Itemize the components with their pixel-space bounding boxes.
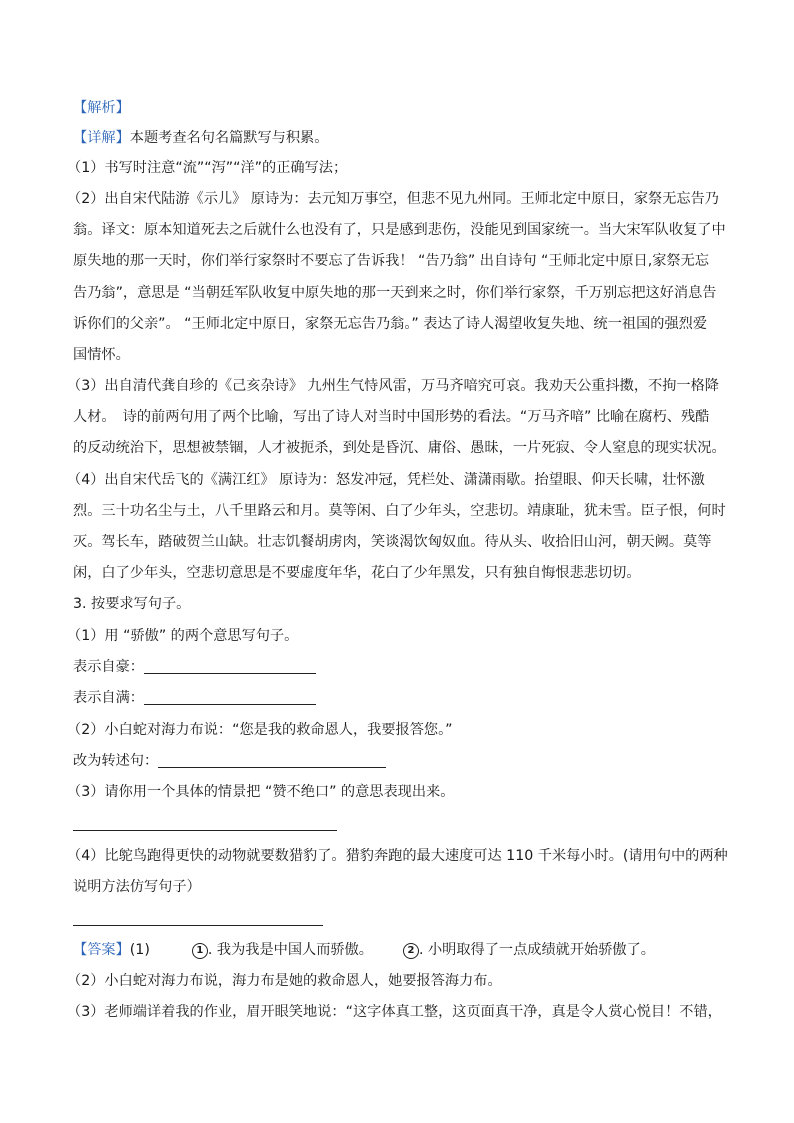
text-line: 告乃翁”，意思是 “当朝廷军队收复中原失地的那一天到来之时，你们举行家祭，千万别忘把这好消息告 (73, 285, 717, 301)
text-line: （3）出自清代龚自珍的《己亥杂诗》 九州生气恃风雷，万马齐喑究可哀。我劝天公重抖擞，不拘一格降 (67, 378, 719, 394)
text-line: 翁。译文：原本知道死去之后就什么也没有了，只是感到悲伤，没能见到国家统一。当大宋军队收复了中 (73, 222, 726, 238)
answer-blank[interactable] (144, 690, 316, 705)
prompt-label: 表示自豪： (73, 659, 144, 675)
text-line: 灭。驾长车，踏破贺兰山缺。壮志饥餐胡虏肉，笑谈渴饮匈奴血。待从头、收拾旧山河，朝天阙。莫等 (73, 534, 712, 550)
answer-blank[interactable] (144, 659, 316, 674)
text-line: （1）书写时注意“流”“泻”“洋”的正确写法； (67, 160, 348, 176)
circled-number-one: 1 (192, 943, 208, 959)
answer-line-1 (73, 940, 655, 960)
text-line: （4）比鸵鸟跑得更快的动物就要数猎豹了。猎豹奔跑的最大速度可达 110 千米每小时。(请用句中的两种 (67, 848, 728, 864)
text-line: 说明方法仿写句子） (73, 879, 201, 895)
text-line: 的反动统治下，思想被禁锢，人才被扼杀，到处是昏沉、庸俗、愚昧，一片死寂、令人窒息的现实状况。 (73, 440, 726, 456)
circled-number-two: 2 (403, 943, 419, 959)
answer-item-2: . 小明取得了一点成绩就开始骄傲了。 (418, 942, 655, 958)
detail-text: 本题考查名句名篇默写与积累。 (129, 130, 329, 146)
answer-prefix: (1) (129, 942, 150, 958)
answer-label: 【答案】 (73, 942, 130, 958)
text-line: （3）请你用一个具体的情景把 “赞不绝口” 的意思表现出来。 (67, 784, 455, 800)
answer-blank[interactable] (158, 753, 386, 768)
text-line: 国情怀。 (73, 347, 130, 363)
answer-blank[interactable] (73, 925, 323, 926)
text-line: 原失地的那一天时，你们举行家祭时不要忘了告诉我！ “告乃翁” 出自诗句 “王师北定中原日,家祭无忘 (73, 253, 709, 269)
detail-paragraph (73, 128, 328, 148)
text-line: 诉你们的父亲”。 “王师北定中原日，家祭无忘告乃翁。” 表达了诗人渴望收复失地、统一祖国的强烈爱 (73, 316, 708, 332)
text-line: （4）出自宋代岳飞的《满江红》 原诗为：怒发冲冠，凭栏处、潇潇雨歇。抬望眼、仰天长啸，壮怀激 (67, 472, 705, 488)
answer-line-2: （2）小白蛇对海力布说，海力布是她的救命恩人，她要报答海力布。 (67, 973, 502, 989)
answer-blank[interactable] (73, 830, 337, 831)
prompt-label: 表示自满： (73, 690, 144, 706)
detail-label: 【详解】 (73, 130, 130, 146)
text-line: 人材。 诗的前两句用了两个比喻，写出了诗人对当时中国形势的看法。“万马齐喑” 比喻在腐朽、残酷 (73, 409, 710, 425)
analysis-heading: 【解析】 (73, 100, 130, 116)
text-line: 烈。三十功名尘与土，八千里路云和月。莫等闲、白了少年头，空悲切。靖康耻，犹未雪。臣子恨，何时 (73, 503, 726, 519)
answer-line-3: （3）老师端详着我的作业，眉开眼笑地说：“这字体真工整，这页面真干净，真是令人赏心悦目！不错， (67, 1004, 722, 1020)
fill-line-conceit (73, 688, 316, 708)
fill-line-indirect-speech (73, 751, 386, 771)
prompt-label: 改为转述句： (73, 753, 159, 769)
text-line: （2）小白蛇对海力布说：“您是我的救命恩人，我要报答您。” (67, 722, 453, 738)
answer-item-1: . 我为我是中国人而骄傲。 (207, 942, 373, 958)
question-heading: 3. 按要求写句子。 (73, 596, 191, 612)
text-line: （2）出自宋代陆游《示儿》 原诗为：去元知万事空，但悲不见九州同。王师北定中原日，家祭无忘告乃 (67, 191, 719, 207)
text-line: （1）用 “骄傲” 的两个意思写句子。 (67, 628, 299, 644)
fill-line-pride (73, 657, 316, 677)
text-line: 闲，白了少年头，空悲切意思是不要虚度年华，花白了少年黑发，只有独自悔恨悲悲切切。 (73, 565, 641, 581)
